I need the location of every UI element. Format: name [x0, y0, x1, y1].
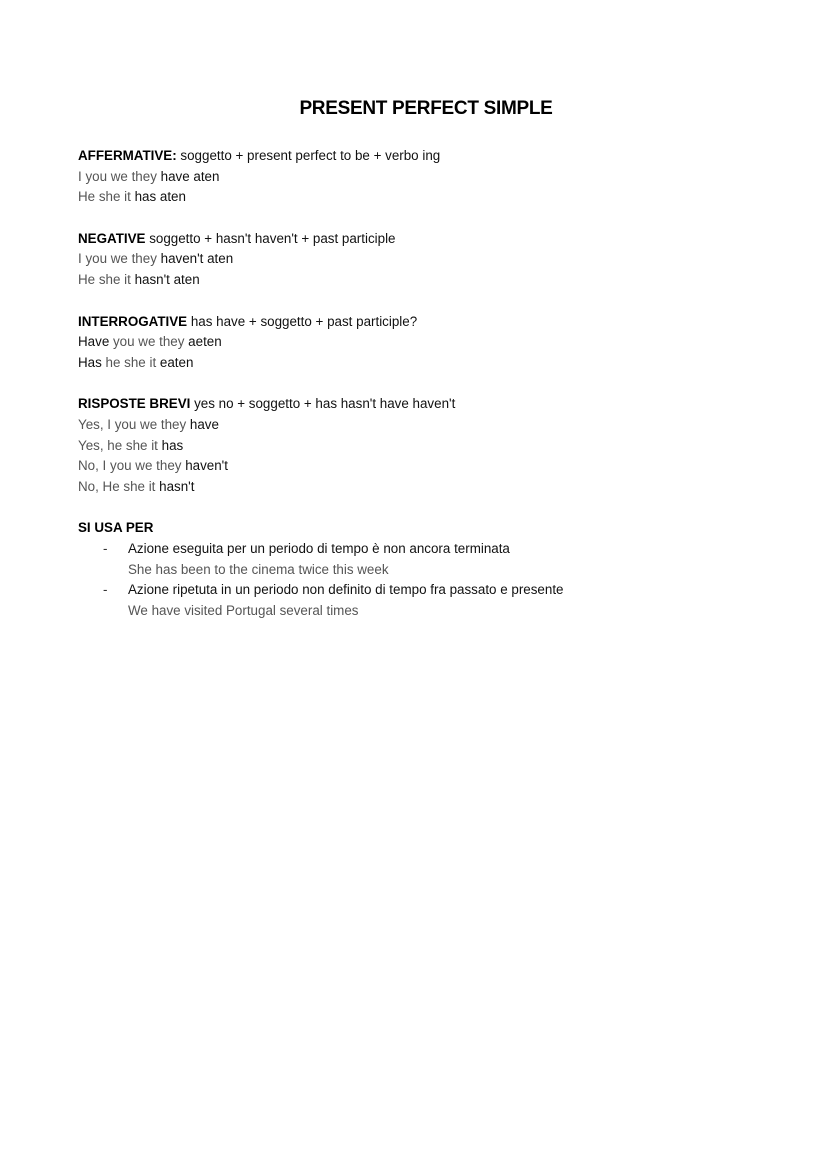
- risposte-brevi-heading: RISPOSTE BREVI: [78, 396, 191, 412]
- document-body: [78, 146, 798, 643]
- section-si-usa-per: [78, 518, 798, 621]
- page-title: PRESENT PERFECT SIMPLE: [299, 98, 553, 119]
- example-subject: He she it: [78, 189, 135, 205]
- affermative-example-singular: [78, 187, 798, 208]
- interrogative-example-plural: [78, 332, 798, 353]
- dash-bullet: -: [103, 541, 108, 557]
- affermative-heading: AFFERMATIVE:: [78, 148, 177, 163]
- interrogative-heading: INTERROGATIVE: [78, 313, 188, 329]
- short-answer-line: [78, 436, 798, 457]
- negative-rule-line: [78, 229, 798, 250]
- example-verb: hasn't: [159, 479, 195, 494]
- example-subject: you we they: [109, 334, 189, 350]
- short-answer-line: [78, 456, 798, 477]
- section-negative: [78, 229, 798, 291]
- example-subject: Yes, I you we they: [78, 416, 190, 432]
- negative-heading: NEGATIVE: [78, 230, 146, 246]
- example-verb: haven't: [185, 458, 228, 474]
- affermative-rule-line: [78, 146, 798, 167]
- example-verb: have aten: [160, 168, 220, 184]
- example-verb: haven't aten: [160, 251, 234, 267]
- example-verb: have: [189, 416, 219, 432]
- example-subject: No, I you we they: [78, 458, 186, 474]
- example-auxiliary: Have: [78, 334, 110, 350]
- affermative-example-plural: [78, 167, 798, 188]
- short-answer-line: [78, 415, 798, 436]
- list-item: [78, 580, 798, 621]
- interrogative-rule: has have + soggetto + past participle?: [187, 313, 418, 329]
- example-verb: hasn't aten: [134, 272, 200, 288]
- negative-rule: soggetto + hasn't haven't + past participle: [145, 230, 396, 246]
- usage-example: We have visited Portugal several times: [128, 603, 359, 619]
- dash-bullet: -: [103, 582, 108, 598]
- example-subject: he she it: [101, 354, 160, 370]
- negative-example-plural: [78, 249, 798, 270]
- section-risposte-brevi: [78, 394, 798, 497]
- example-verb: has: [161, 437, 184, 453]
- usage-description: Azione ripetuta in un periodo non definito di tempo fra passato e presente: [128, 582, 564, 598]
- interrogative-rule-line: [78, 312, 798, 333]
- risposte-brevi-rule: yes no + soggetto + has hasn't have haven't: [190, 396, 456, 412]
- list-item: [78, 539, 798, 580]
- affermative-rule: soggetto + present perfect to be + verbo ing: [176, 148, 441, 163]
- short-answer-line: [78, 477, 798, 498]
- example-subject: I you we they: [78, 168, 161, 184]
- interrogative-example-singular: [78, 353, 798, 374]
- example-subject: I you we they: [78, 251, 161, 267]
- example-verb: aeten: [188, 334, 222, 350]
- negative-example-singular: [78, 270, 798, 291]
- example-verb: has aten: [134, 189, 186, 205]
- section-affermative: [78, 146, 798, 208]
- example-verb: eaten: [159, 354, 194, 370]
- usage-example: She has been to the cinema twice this week: [128, 561, 389, 577]
- example-subject: Yes, he she it: [78, 437, 162, 453]
- usage-list: [78, 539, 798, 622]
- usage-description: Azione eseguita per un periodo di tempo è non ancora terminata: [128, 541, 510, 557]
- risposte-brevi-rule-line: [78, 394, 798, 415]
- si-usa-per-heading: SI USA PER: [78, 520, 154, 536]
- section-interrogative: [78, 312, 798, 374]
- example-auxiliary: Has: [78, 354, 102, 370]
- example-subject: No, He she it: [78, 479, 160, 494]
- example-subject: He she it: [78, 272, 135, 288]
